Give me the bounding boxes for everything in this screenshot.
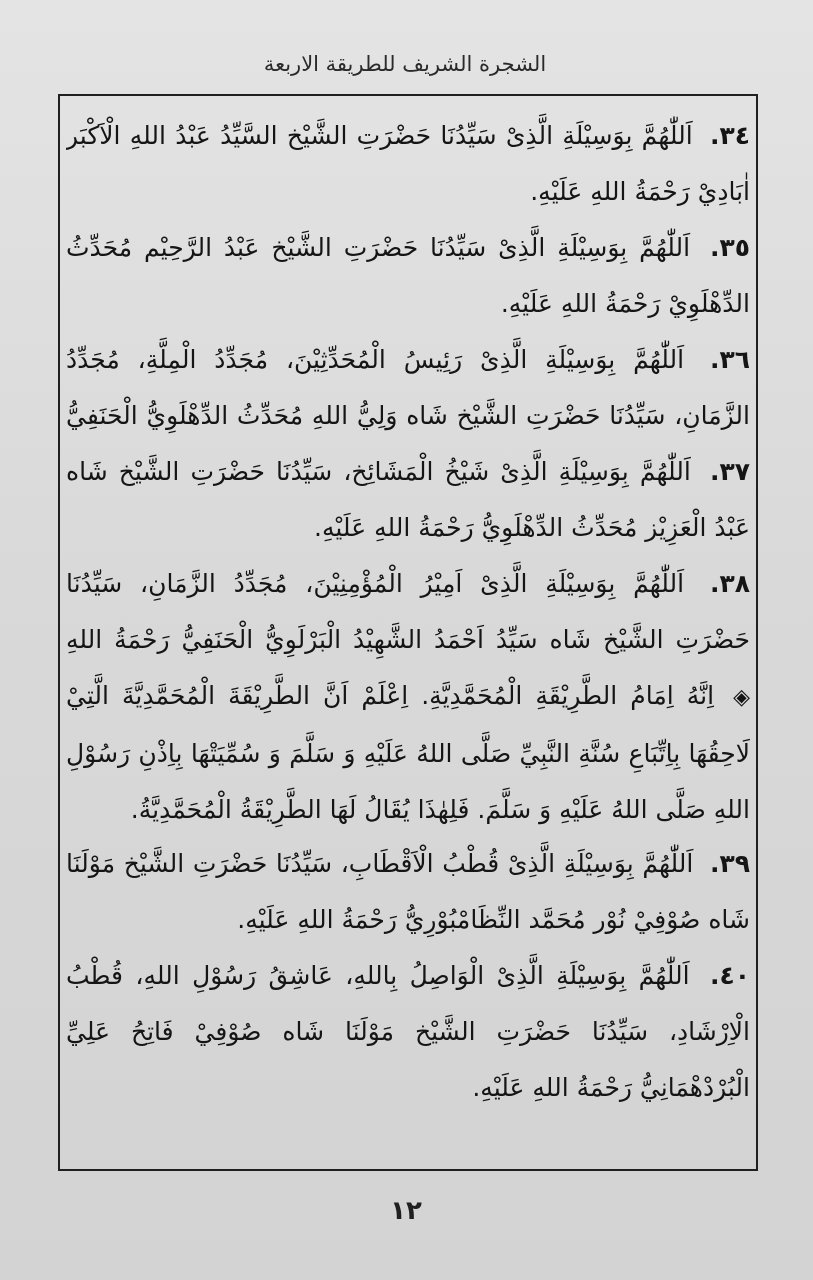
entry-number: ٤٠. <box>709 961 750 990</box>
entry-number: ٣٩. <box>709 849 750 878</box>
entry-text: اَللّٰهُمَّ بِوَسِيْلَةِ الَّذِىْ قُطْبُ الْاَقْطَابِ، سَيِّدُنَا حَضْرَتِ الشَّيْخ مَوْلَنَا شَاه صُوْفِيْ نُوْر مُحَمَّد النِّظَامْبُوْرِيُّ رَحْمَةُ اللهِ عَلَيْهِ. <box>66 849 750 934</box>
entry-text: اَللّٰهُمَّ بِوَسِيْلَةِ الَّذِىْ سَيِّدُنَا حَضْرَتِ الشَّيْخ السَّيِّدُ عَبْدُ اللهِ الْاَكْبَر اٰبَادِيْ رَحْمَةُ اللهِ عَلَيْهِ. <box>66 121 750 206</box>
page-content <box>66 108 750 1159</box>
entry-number: ٣٤. <box>709 121 750 150</box>
note-text: اِنَّهُ اِمَامُ الطَّرِيْقَةِ الْمُحَمَّدِيَّةِ. اِعْلَمْ اَنَّ الطَّرِيْقَةَ الْمُحَمَّدِيَّةَ الَّتِيْ لَاحِقُهَا بِاِتِّبَاعِ سُنَّةِ النَّبِيِّ صَلَّى اللهُ عَلَيْهِ وَ سَلَّمَ وَ سُمِّيَتْهَا بِاِذْنِ رَسُوْلِ اللهِ صَلَّى اللهُ عَلَيْهِ وَ سَلَّمَ. فَلِهٰذَا يُقَالُ لَهَا الطَّرِيْقَةُ الْمُحَمَّدِيَّةُ. <box>66 681 750 824</box>
diamond-marker-icon: ◈ <box>733 685 750 710</box>
entry-number: ٣٧. <box>709 457 750 486</box>
entry-35 <box>66 220 750 332</box>
entry-36 <box>66 332 750 444</box>
entry-text: اَللّٰهُمَّ بِوَسِيْلَةِ الَّذِىْ سَيِّدُنَا حَضْرَتِ الشَّيْخ عَبْدُ الرَّحِيْم مُحَدِّثُ الدِّهْلَوِيْ رَحْمَةُ اللهِ عَلَيْهِ. <box>66 233 750 318</box>
entry-37 <box>66 444 750 556</box>
entry-number: ٣٥. <box>709 233 750 262</box>
entry-text: اَللّٰهُمَّ بِوَسِيْلَةِ الَّذِىْ رَئِيسُ الْمُحَدِّثِيْنَ، مُجَدِّدُ الْمِلَّةِ، مُجَدِّدُ الزَّمَانِ، سَيِّدُنَا حَضْرَتِ الشَّيْخ شَاه وَلِيُّ اللهِ مُحَدِّثُ الدِّهْلَوِيُّ الْحَنَفِيُّ <box>66 345 750 430</box>
entry-40 <box>66 948 750 1116</box>
entry-text: اَللّٰهُمَّ بِوَسِيْلَةِ الَّذِىْ اَمِيْرُ الْمُؤْمِنِيْنَ، مُجَدِّدُ الزَّمَانِ، سَيِّدُنَا حَضْرَتِ الشَّيْخ شَاه سَيِّدُ اَحْمَدُ الشَّهِيْدُ الْبَرْلَوِيُّ الْحَنَفِيُّ رَحْمَةُ اللهِ <box>66 569 750 654</box>
entry-34 <box>66 108 750 220</box>
entry-39 <box>66 836 750 948</box>
text-frame <box>58 94 758 1171</box>
entry-38 <box>66 556 750 668</box>
entry-text: اَللّٰهُمَّ بِوَسِيْلَةِ الَّذِىْ شَيْخُ الْمَشَائِخ، سَيِّدُنَا حَضْرَتِ الشَّيْخ شَاه عَبْدُ الْعَزِيْز مُحَدِّثُ الدِّهْلَوِيُّ رَحْمَةُ اللهِ عَلَيْهِ. <box>66 457 750 542</box>
entry-number: ٣٦. <box>709 345 750 374</box>
page-number: ١٢ <box>390 1196 422 1226</box>
running-header: الشجرة الشريف للطريقة الاربعة <box>263 52 547 76</box>
entry-text: اَللّٰهُمَّ بِوَسِيْلَةِ الَّذِىْ الْوَاصِلُ بِاللهِ، عَاشِقُ رَسُوْلِ اللهِ، قُطْبُ الْاِرْشَادِ، سَيِّدُنَا حَضْرَتِ الشَّيْخ مَوْلَنَا شَاه صُوْفِيْ فَاتِحُ عَلِيِّ الْبُرْدْهْمَانِيُّ رَحْمَةُ اللهِ عَلَيْهِ. <box>66 961 750 1102</box>
entry-number: ٣٨. <box>709 569 750 598</box>
tariqa-note <box>66 668 750 836</box>
